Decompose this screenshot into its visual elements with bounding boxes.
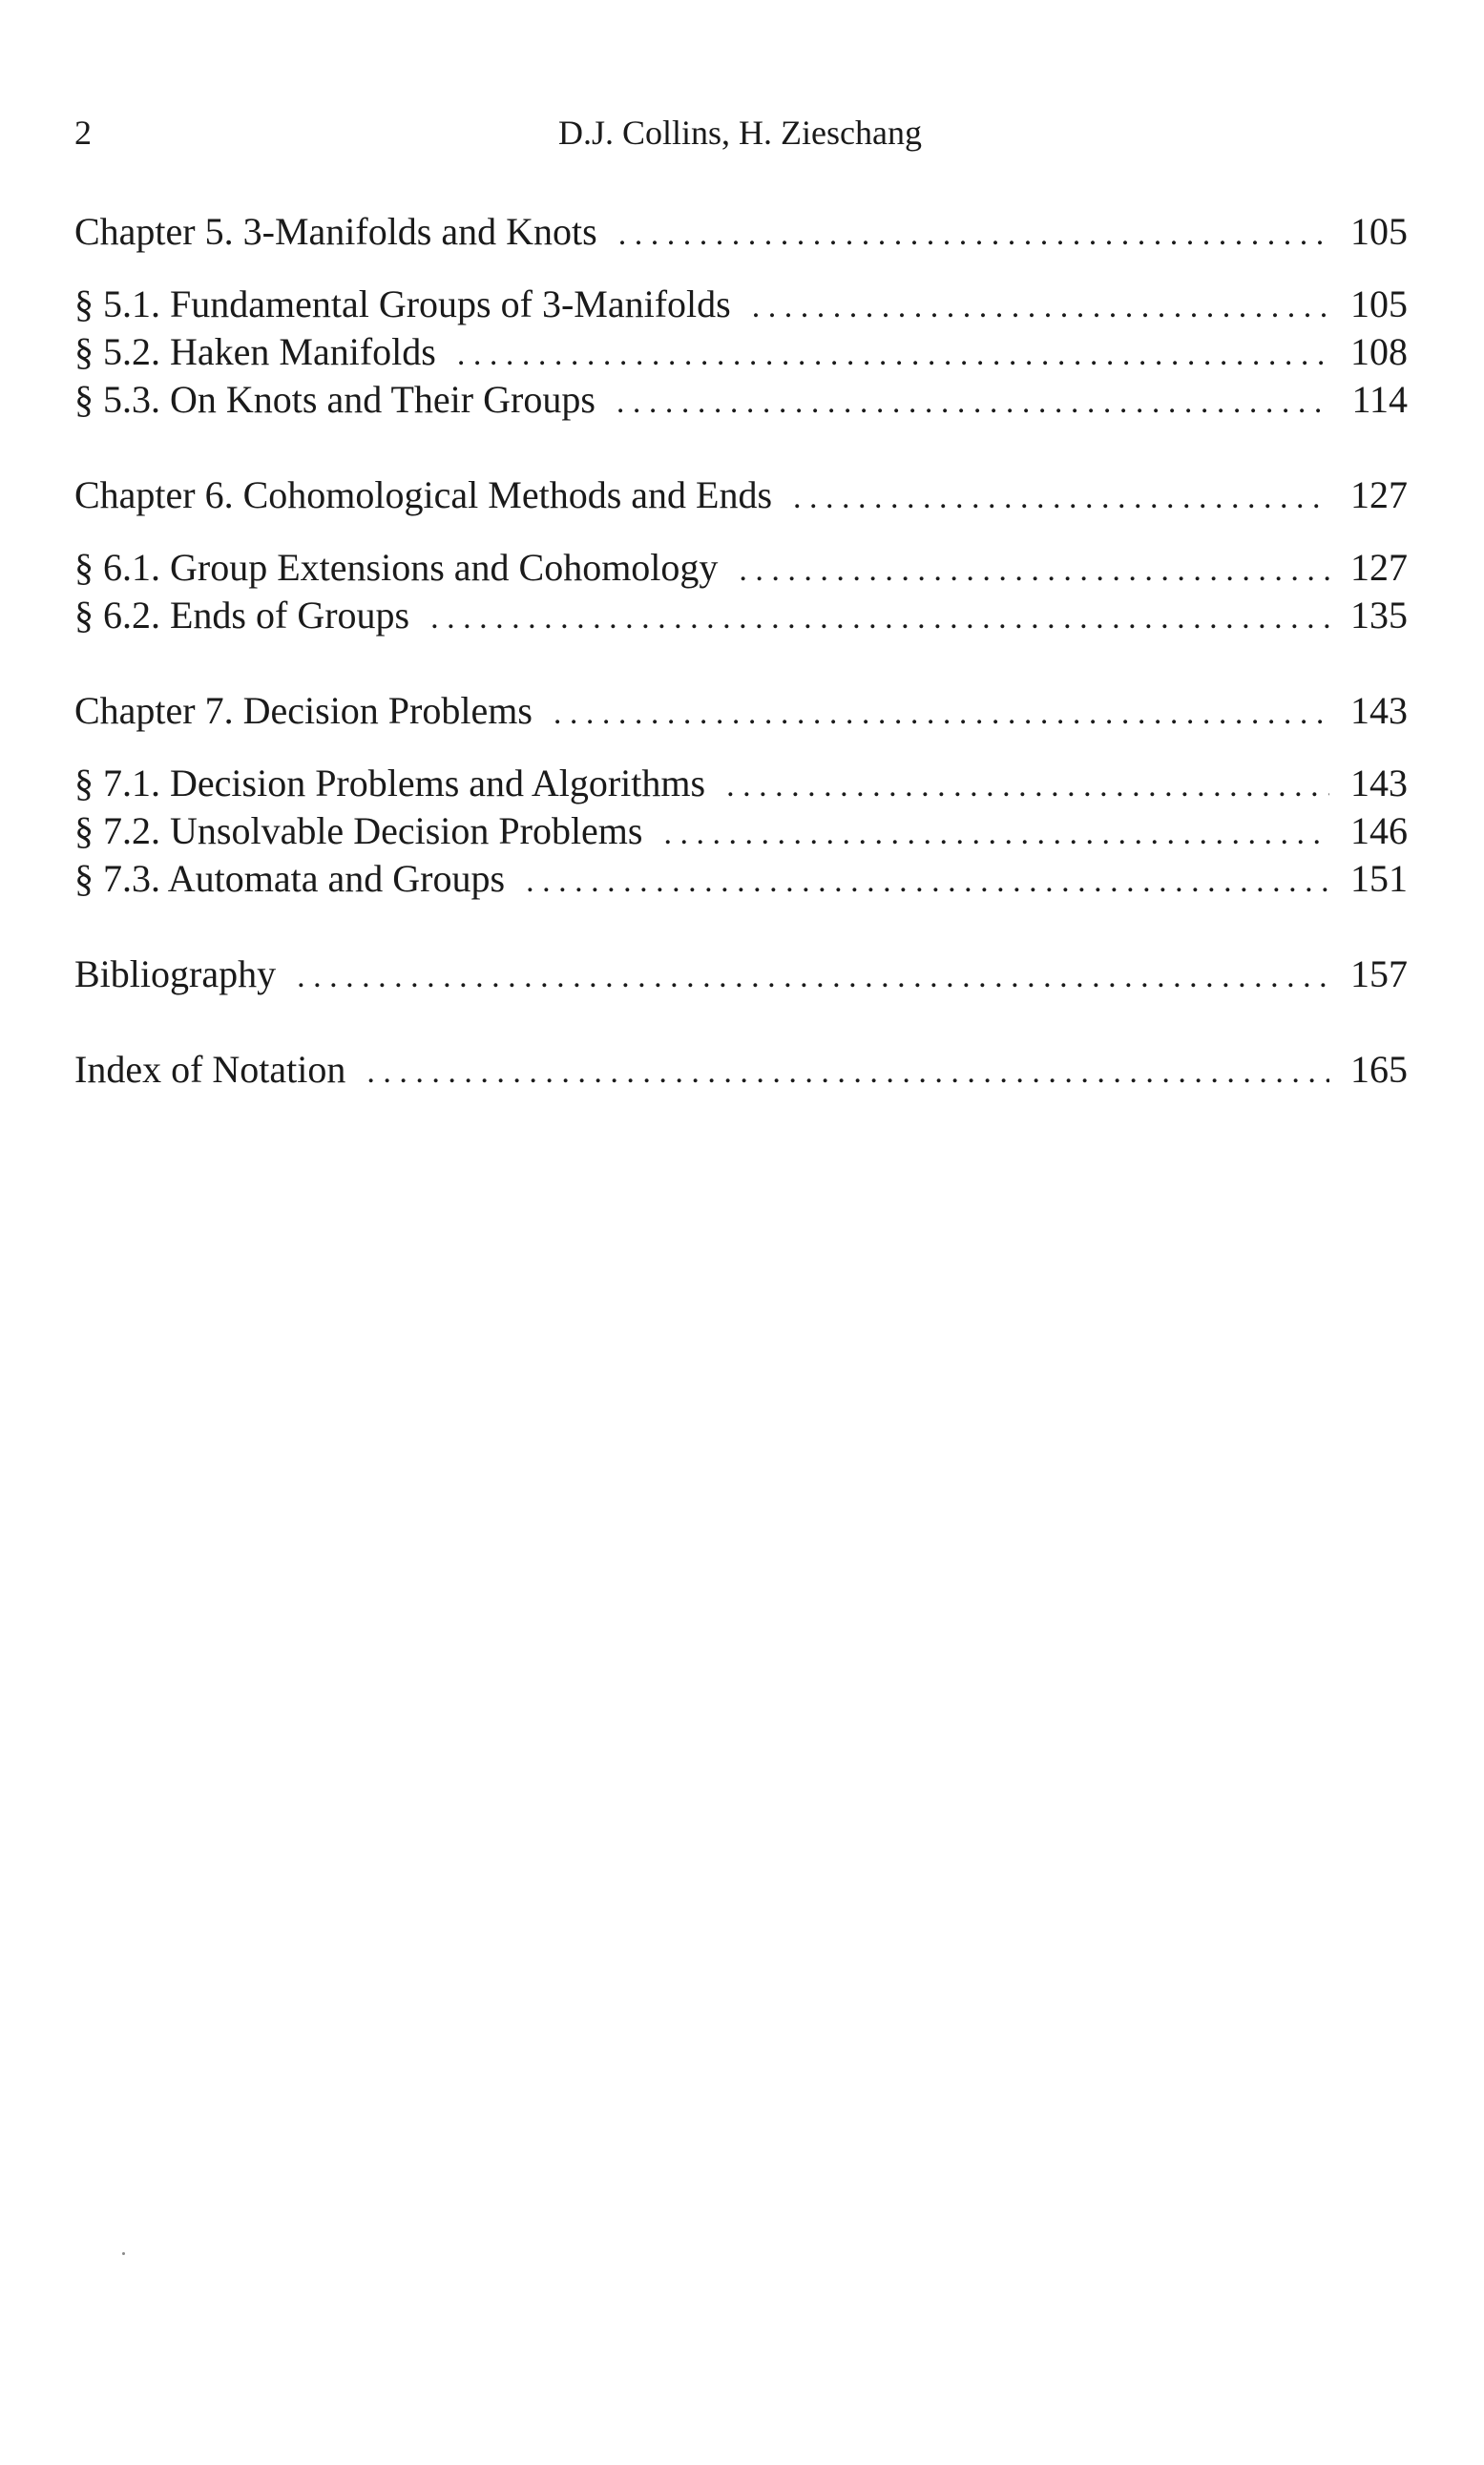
toc-entry-page: 143 [1350, 689, 1408, 732]
toc-entry-title: § 7.2. Unsolvable Decision Problems [74, 809, 643, 852]
toc-entry-title: § 5.1. Fundamental Groups of 3-Manifolds [74, 282, 731, 325]
toc-entry-title: § 7.3. Automata and Groups [74, 857, 506, 900]
toc-entry-page: 165 [1350, 1048, 1408, 1091]
toc-entry-page: 143 [1350, 762, 1408, 804]
toc-entry-section-6-1 [74, 544, 1408, 592]
toc-entry-section-5-3 [74, 376, 1408, 424]
toc-entry-chapter-7 [74, 687, 1408, 735]
toc-entry-title: Bibliography [74, 952, 277, 995]
toc-entry-page: 127 [1350, 546, 1408, 589]
toc-entry-title: § 6.2. Ends of Groups [74, 594, 410, 637]
dot-leader [366, 1049, 1329, 1097]
toc-entry-title: Chapter 5. 3-Manifolds and Knots [74, 210, 597, 253]
toc-entry-page: 157 [1350, 952, 1408, 995]
dot-leader [752, 283, 1329, 331]
toc-entry-section-7-3 [74, 855, 1408, 903]
toc-entry-section-6-2 [74, 592, 1408, 639]
dot-leader [664, 810, 1330, 858]
toc-entry-index-of-notation [74, 1046, 1408, 1094]
toc-entry-page: 114 [1351, 378, 1408, 421]
toc-entry-chapter-6 [74, 471, 1408, 519]
toc-entry-page: 146 [1350, 809, 1408, 852]
toc-entry-bibliography [74, 950, 1408, 998]
dot-leader [297, 953, 1329, 1001]
running-head [74, 113, 1406, 160]
toc-entry-page: 105 [1350, 282, 1408, 325]
toc-entry-page: 105 [1350, 210, 1408, 253]
page-number: 2 [74, 114, 92, 152]
toc-entry-section-7-2 [74, 807, 1408, 855]
dot-leader [457, 331, 1329, 379]
dot-leader [726, 762, 1329, 810]
toc-entry-title: Index of Notation [74, 1048, 346, 1091]
toc-entry-section-5-1 [74, 281, 1408, 328]
dot-leader [739, 547, 1329, 595]
dot-leader [793, 474, 1329, 522]
toc-entry-section-5-2 [74, 328, 1408, 376]
toc-entry-page: 108 [1350, 330, 1408, 373]
dot-leader [526, 858, 1329, 906]
toc-entry-title: § 7.1. Decision Problems and Algorithms [74, 762, 706, 804]
toc-entry-chapter-5 [74, 208, 1408, 256]
dot-leader [617, 379, 1331, 427]
scan-speck [122, 2252, 125, 2255]
toc-entry-title: § 5.2. Haken Manifolds [74, 330, 436, 373]
dot-leader [618, 211, 1329, 259]
toc-entry-title: § 6.1. Group Extensions and Cohomology [74, 546, 719, 589]
toc-entry-section-7-1 [74, 760, 1408, 807]
dot-leader [554, 690, 1329, 738]
toc-entry-title: Chapter 6. Cohomological Methods and Ends [74, 473, 773, 516]
toc-entry-title: Chapter 7. Decision Problems [74, 689, 533, 732]
dot-leader [430, 595, 1329, 642]
toc-entry-page: 127 [1350, 473, 1408, 516]
toc-entry-page: 151 [1350, 857, 1408, 900]
toc-entry-title: § 5.3. On Knots and Their Groups [74, 378, 596, 421]
running-title: D.J. Collins, H. Zieschang [558, 114, 922, 152]
toc-entry-page: 135 [1350, 594, 1408, 637]
